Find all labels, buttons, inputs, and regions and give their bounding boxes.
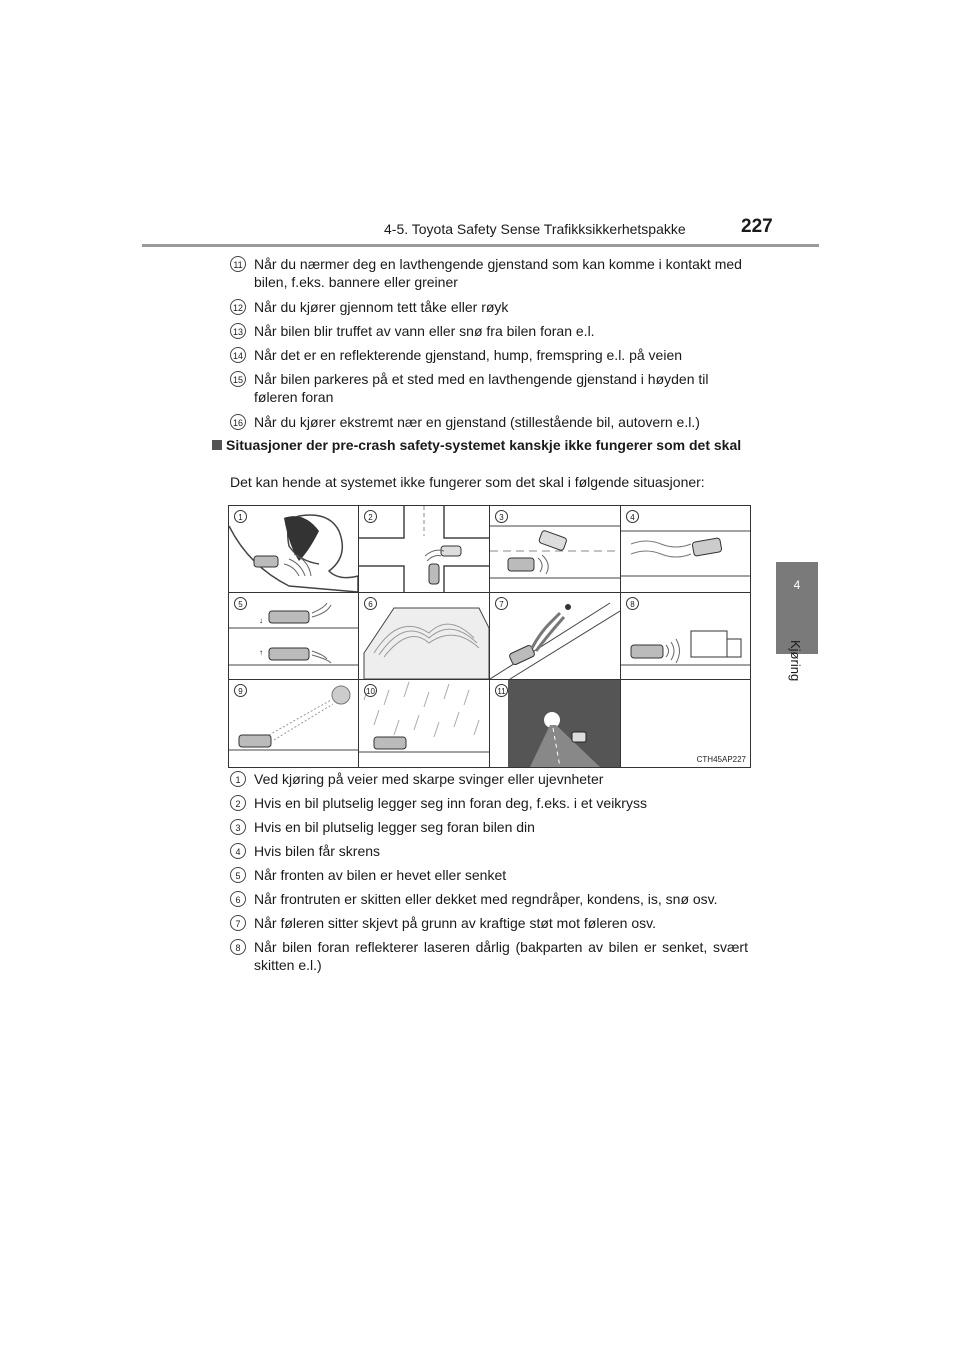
panel-sharp-curve (229, 506, 358, 592)
item-text: Når det er en reflekterende gjenstand, hump, fremspring e.l. på veien (254, 347, 683, 363)
item-text: Når bilen foran reflekterer laseren dårlig (bakparten av bilen er senket, svært skitten e.l.) (254, 939, 748, 973)
intersection-icon (359, 506, 489, 592)
item-number-badge: 6 (230, 891, 246, 907)
list-item (230, 914, 748, 932)
list-item (230, 890, 748, 908)
section-heading-text: Situasjoner der pre-crash safety-systemet kanskje ikke fungerer som det skal (226, 437, 742, 453)
panel-poor-reflection (621, 593, 750, 679)
situation-illustration (228, 505, 751, 768)
item-text: Hvis en bil plutselig legger seg foran bilen din (254, 819, 535, 835)
figure-code: CTH45AP227 (696, 755, 746, 764)
list-item (230, 346, 748, 364)
panel-number: 8 (626, 597, 639, 610)
item-number-badge: 13 (230, 323, 246, 339)
panel-cut-in (490, 506, 620, 592)
item-number-badge: 11 (230, 256, 246, 272)
chapter-number: 4 (793, 578, 801, 592)
item-text: Når du kjører gjennom tett tåke eller røyk (254, 299, 509, 315)
sun-icon (229, 680, 358, 767)
panel-number: 7 (495, 597, 508, 610)
windshield-icon (359, 593, 489, 679)
misaligned-sensor-icon (490, 593, 620, 679)
item-number-badge: 7 (230, 915, 246, 931)
page-number: 227 (741, 216, 773, 237)
list-item (230, 818, 748, 836)
panel-number: 10 (364, 684, 377, 697)
panel-number: 5 (234, 597, 247, 610)
skid-icon (621, 506, 750, 592)
panel-number: 6 (364, 597, 377, 610)
panel-tunnel (490, 680, 620, 767)
panel-intersection (359, 506, 489, 592)
panel-number: 4 (626, 510, 639, 523)
panel-windshield (359, 593, 489, 679)
list-item (230, 255, 748, 291)
list-item (230, 322, 748, 340)
item-number-badge: 14 (230, 347, 246, 363)
item-number-badge: 3 (230, 819, 246, 835)
list-item (230, 370, 748, 406)
panel-raised-lowered (229, 593, 358, 679)
panel-sunlight (229, 680, 358, 767)
item-number-badge: 16 (230, 414, 246, 430)
item-number-badge: 1 (230, 771, 246, 787)
list-item (230, 770, 748, 788)
panel-heavy-rain (359, 680, 489, 767)
section-intro: Det kan hende at systemet ikke fungerer som det skal i følgende situasjoner: (230, 474, 705, 490)
item-text: Ved kjøring på veier med skarpe svinger eller ujevnheter (254, 771, 604, 787)
list-item (230, 938, 748, 974)
header-title: 4-5. Toyota Safety Sense Trafikksikkerhetspakke (384, 221, 686, 237)
rain-icon (359, 680, 489, 767)
list-item (230, 413, 748, 431)
panel-number: 11 (495, 684, 508, 697)
header-rule (142, 244, 819, 247)
chapter-name: Kjøring (788, 640, 803, 682)
item-text: Når fronten av bilen er hevet eller senket (254, 867, 507, 883)
panel-number: 9 (234, 684, 247, 697)
svg-text:↓: ↓ (259, 616, 263, 625)
item-number-badge: 15 (230, 371, 246, 387)
item-number-badge: 8 (230, 939, 246, 955)
svg-text:↑: ↑ (259, 648, 263, 657)
tunnel-icon (490, 680, 620, 767)
lane-change-icon (490, 506, 620, 592)
item-text: Hvis en bil plutselig legger seg inn foran deg, f.eks. i et veikryss (254, 795, 647, 811)
item-text: Når du nærmer deg en lavthengende gjenstand som kan komme i kontakt med bilen, f.eks. bannere eller greiner (254, 256, 742, 290)
item-text: Når føleren sitter skjevt på grunn av kraftige støt mot føleren osv. (254, 915, 656, 931)
item-text: Når bilen parkeres på et sted med en lavthengende gjenstand i høyden til føleren foran (254, 371, 709, 405)
item-number-badge: 4 (230, 843, 246, 859)
item-number-badge: 5 (230, 867, 246, 883)
item-text: Hvis bilen får skrens (254, 843, 381, 859)
list-item (230, 842, 748, 860)
list-item (230, 866, 748, 884)
truck-icon (621, 593, 750, 679)
list-item (230, 794, 748, 812)
panel-sensor-misaligned (490, 593, 620, 679)
item-text: Når bilen blir truffet av vann eller snø fra bilen foran e.l. (254, 323, 595, 339)
square-bullet-icon (212, 440, 222, 450)
panel-number: 1 (234, 510, 247, 523)
section-heading (212, 436, 752, 454)
list-item (230, 298, 748, 316)
item-text: Når frontruten er skitten eller dekket med regndråper, kondens, is, snø osv. (254, 891, 718, 907)
panel-number: 2 (364, 510, 377, 523)
panel-number: 3 (495, 510, 508, 523)
item-number-badge: 12 (230, 299, 246, 315)
panel-skid (621, 506, 750, 592)
item-number-badge: 2 (230, 795, 246, 811)
curve-road-icon (229, 506, 358, 592)
item-text: Når du kjører ekstremt nær en gjenstand (stillestående bil, autovern e.l.) (254, 414, 700, 430)
pitch-icon (229, 593, 358, 679)
